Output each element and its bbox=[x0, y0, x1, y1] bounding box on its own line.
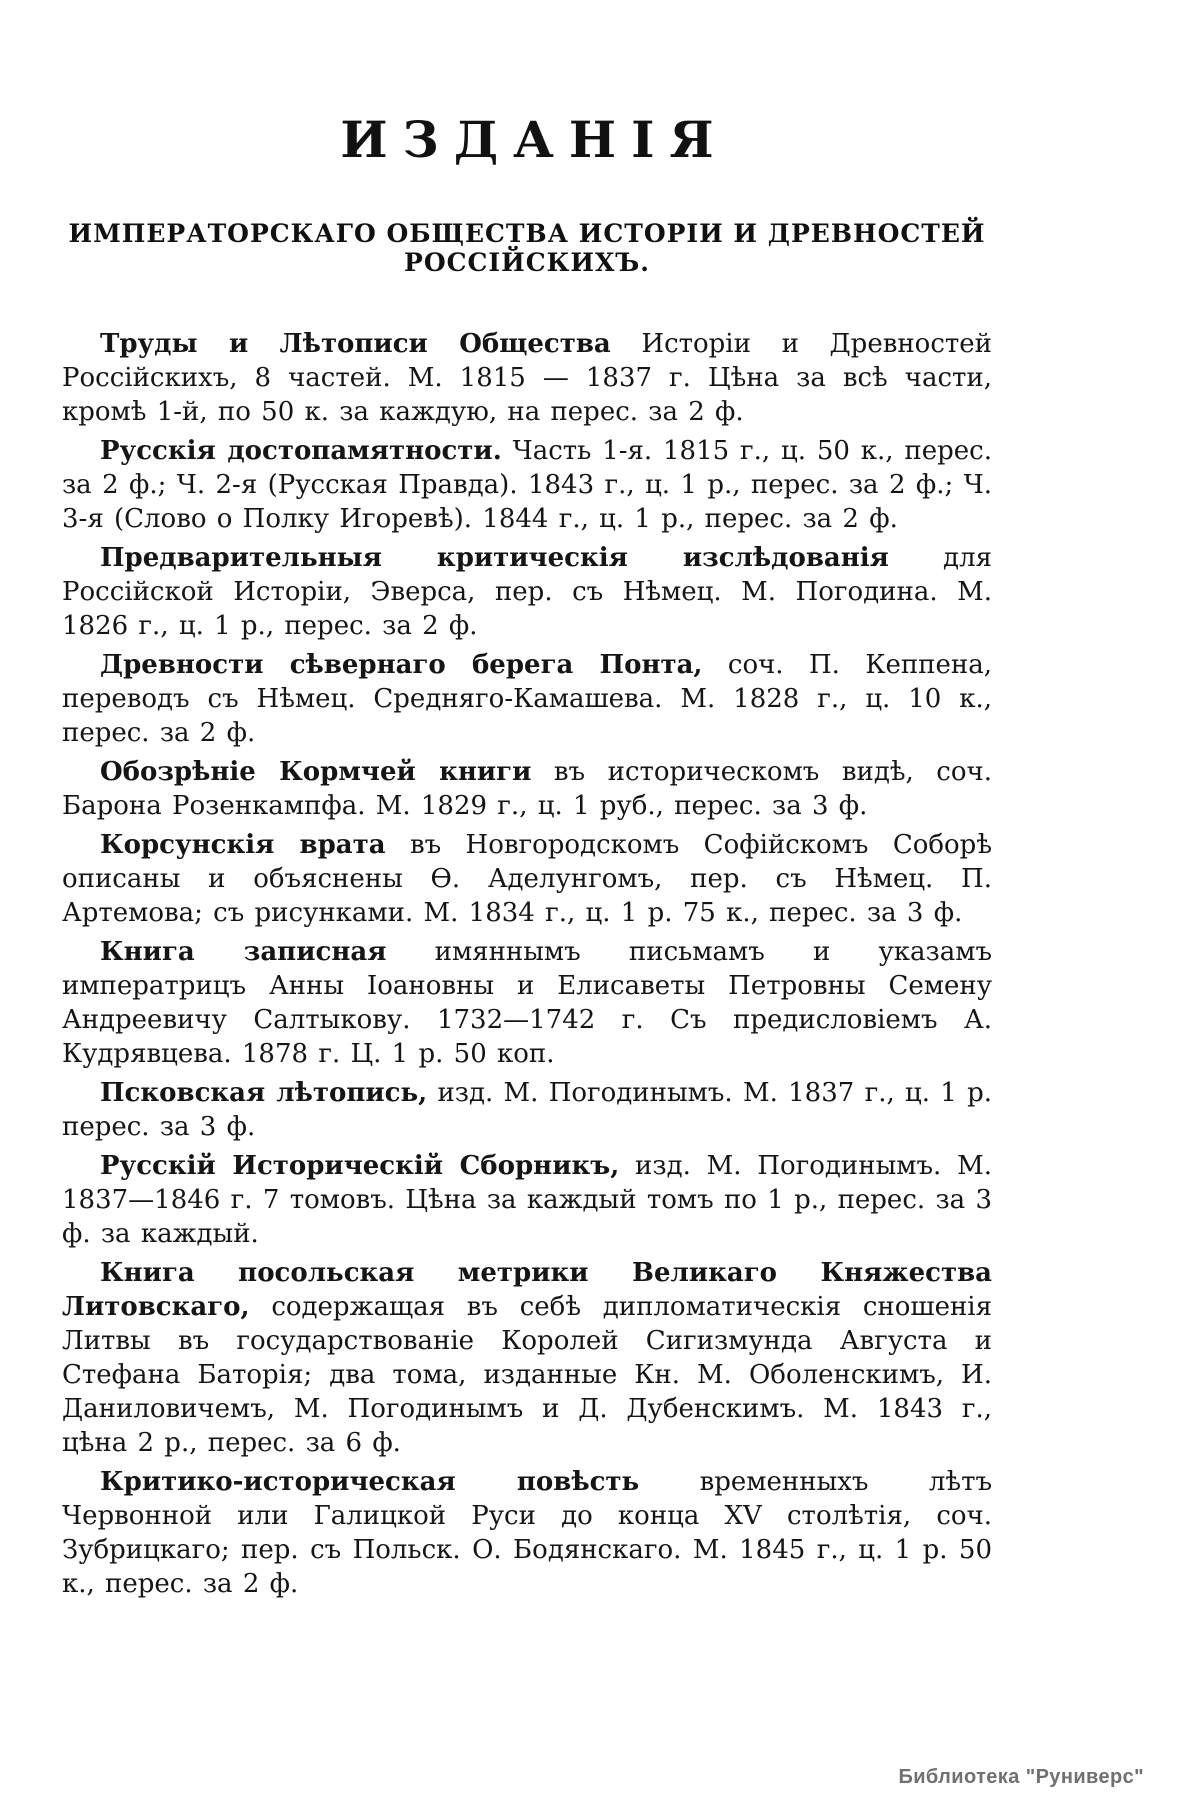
entry-rest: соч. П. Кеппена, переводъ съ Нѣмец. Средняго-Камашева. М. 1828 г., ц. 10 к., перес. за 2 ф. bbox=[62, 650, 992, 748]
entry-rest: изд. М. Погодинымъ. М. 1837—1846 г. 7 томовъ. Цѣна за каждый томъ по 1 р., перес. за 3 ф. за каждый. bbox=[62, 1151, 992, 1249]
catalog-entry bbox=[62, 1465, 992, 1601]
entry-lead: Корсунскія врата bbox=[100, 830, 386, 860]
entry-rest: имяннымъ письмамъ и указамъ императрицъ Анны Іоановны и Елисаветы Петровны Семену Андреевичу Салтыкову. 1732—1742 г. Съ предисловіемъ А. Кудрявцева. 1878 г. Ц. 1 р. 50 коп. bbox=[62, 937, 993, 1069]
entry-rest: въ историческомъ видѣ, соч. Барона Розенкампфа. М. 1829 г., ц. 1 руб., перес. за 3 ф. bbox=[62, 757, 992, 821]
catalog-entry bbox=[62, 541, 992, 643]
entry-lead: Предварительныя критическія изслѣдованія bbox=[100, 543, 889, 573]
entry-lead: Русскій Историческій Сборникъ, bbox=[100, 1151, 620, 1181]
catalog-entry bbox=[62, 327, 992, 429]
entry-lead: Книга посольская метрики Великаго Княжества Литовскаго, bbox=[62, 1258, 992, 1322]
entry-lead: Древности сѣвернаго берега Понта, bbox=[100, 650, 703, 680]
entry-lead: Псковская лѣтопись, bbox=[100, 1078, 428, 1108]
entry-rest: Исторіи и Древностей Россійскихъ, 8 частей. М. 1815 — 1837 г. Цѣна за всѣ части, кромѣ 1-й, по 50 к. за каждую, на перес. за 2 ф. bbox=[62, 329, 992, 427]
page-content bbox=[62, 110, 992, 1606]
watermark: Библиотека "Руниверс" bbox=[898, 1766, 1144, 1788]
entry-rest: содержащая въ себѣ дипломатическія сношенія Литвы въ государствованіе Королей Сигизмунда Августа и Стефана Баторія; два тома, изданные Кн. М. Оболенскимъ, И. Даниловичемъ, М. Погодинымъ и Д. Дубенскимъ. М. 1843 г., цѣна 2 р., перес. за 6 ф. bbox=[62, 1292, 992, 1458]
entry-lead: Критико-историческая повѣсть bbox=[100, 1467, 640, 1497]
catalog-entry bbox=[62, 935, 992, 1071]
entry-rest: временныхъ лѣтъ Червонной или Галицкой Руси до конца XV столѣтія, соч. Зубрицкаго; пер. съ Польск. О. Бодянскаго. М. 1845 г., ц. 1 р. 50 к., перес. за 2 ф. bbox=[62, 1467, 992, 1599]
catalog-entry bbox=[62, 648, 992, 750]
entry-lead: Книга записная bbox=[100, 937, 387, 967]
catalog-entry bbox=[62, 755, 992, 823]
entry-rest: Часть 1-я. 1815 г., ц. 50 к., перес. за 2 ф.; Ч. 2-я (Русская Правда). 1843 г., ц. 1 р., перес. за 2 ф.; Ч. 3-я (Слово о Полку Игоревѣ). 1844 г., ц. 1 р., перес. за 2 ф. bbox=[62, 436, 992, 534]
entry-rest: изд. М. Погодинымъ. М. 1837 г., ц. 1 р. перес. за 3 ф. bbox=[62, 1078, 992, 1142]
entry-rest: въ Новгородскомъ Софійскомъ Соборѣ описаны и объяснены Ѳ. Аделунгомъ, пер. съ Нѣмец. П. Артемова; съ рисунками. М. 1834 г., ц. 1 р. 75 к., перес. за 3 ф. bbox=[62, 830, 992, 928]
catalog-entry bbox=[62, 1256, 992, 1460]
page-title: ИЗДАНІЯ bbox=[340, 110, 729, 169]
catalog-entry bbox=[62, 434, 992, 536]
entry-rest: для Россійской Исторіи, Эверса, пер. съ Нѣмец. М. Погодина. М. 1826 г., ц. 1 р., перес. за 2 ф. bbox=[62, 543, 992, 641]
catalog-entry bbox=[62, 1076, 992, 1144]
entry-lead: Русскія достопамятности. bbox=[100, 436, 502, 466]
catalog-entry bbox=[62, 828, 992, 930]
catalog-entries bbox=[62, 327, 992, 1601]
page-subtitle: ИМПЕРАТОРСКАГО ОБЩЕСТВА ИСТОРІИ И ДРЕВНОСТЕЙ РОССІЙСКИХЪ. bbox=[68, 219, 986, 277]
entry-lead: Труды и Лѣтописи Общества bbox=[100, 329, 611, 359]
entry-lead: Обозрѣніе Кормчей книги bbox=[100, 757, 532, 787]
catalog-entry bbox=[62, 1149, 992, 1251]
